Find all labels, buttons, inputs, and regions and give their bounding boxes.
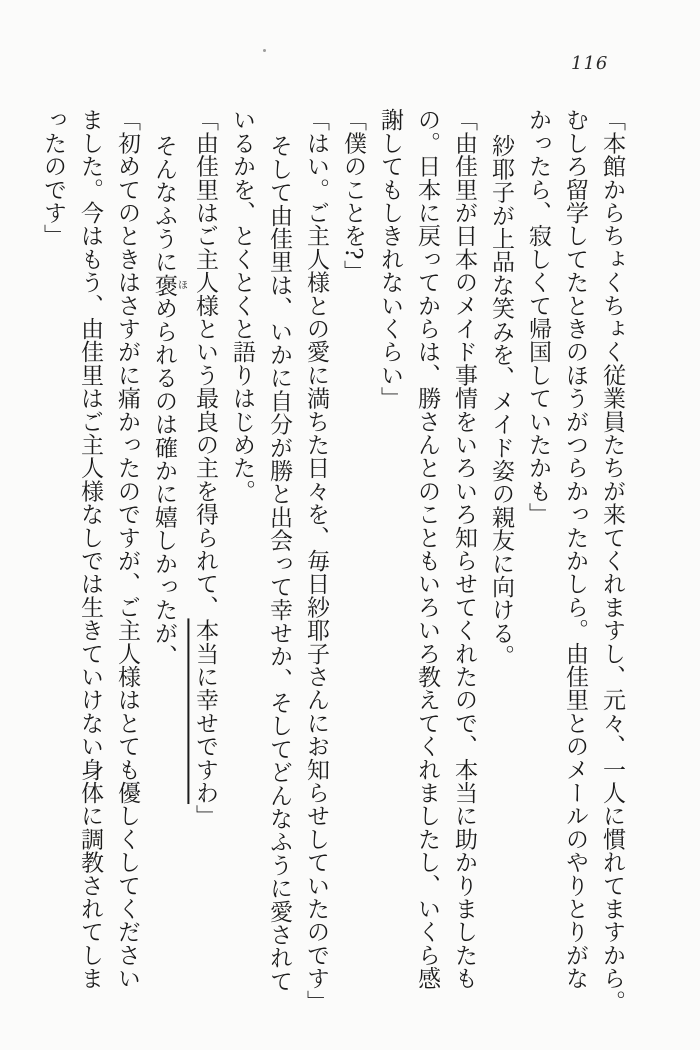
text-column: 紗耶子が上品な笑みを、メイド姿の親友に向ける。 (488, 134, 514, 669)
text-column: 「僕のことを?」 (340, 108, 366, 283)
text-column: そして由佳里は、いかに自分が勝と出会って幸せか、そしてどんなふうに愛されて (266, 134, 292, 993)
text-column: いるかを、とくとくと語りはじめた。 (229, 108, 255, 503)
text-column: そんなふうに褒ほめられるのは確かに嬉しかったが、 (151, 134, 187, 669)
text-column: 「本館からちょくちょく従業員たちが来てくれますし、元々、一人に慣れてますから。 (599, 108, 625, 1013)
text-column: 「由佳里はご主人様という最良の主を得られて、本当に幸せですわ」 (192, 108, 218, 828)
text-column: 「はい。ご主人様との愛に満ちた日々を、毎日紗耶子さんにお知らせしていたのです」 (303, 108, 329, 1013)
page-number: 116 (571, 53, 609, 74)
text-column: かったら、寂しくて帰国していたかも」 (525, 108, 551, 526)
text-column: ったのです」 (40, 108, 66, 248)
text-column: 「初めてのときはさすがに痛かったのですが、ご主人様はとても優しくしてください (114, 108, 140, 990)
text-column: 「由佳里が日本のメイド事情をいろいろ知らせてくれたので、本当に助かりましたも (451, 108, 477, 990)
emphasis-sideline-text: 本当に幸せですわ (192, 618, 218, 805)
text-columns (38, 108, 630, 1038)
text-column: ました。今はもう、由佳里はご主人様なしでは生きていけない身体に調教されてしま (77, 108, 103, 990)
text-column: むしろ留学してたときのほうがつらかったかしら。由佳里とのメールのやりとりがな (562, 108, 588, 990)
furigana-ruby: 褒ほ (151, 273, 187, 297)
scan-speck-artifact (263, 49, 266, 52)
text-column: の。日本に戻ってからは、勝さんとのこともいろいろ教えてくれましたし、いくら感 (414, 108, 440, 990)
text-column: 謝してもしきれないくらい」 (377, 108, 403, 410)
